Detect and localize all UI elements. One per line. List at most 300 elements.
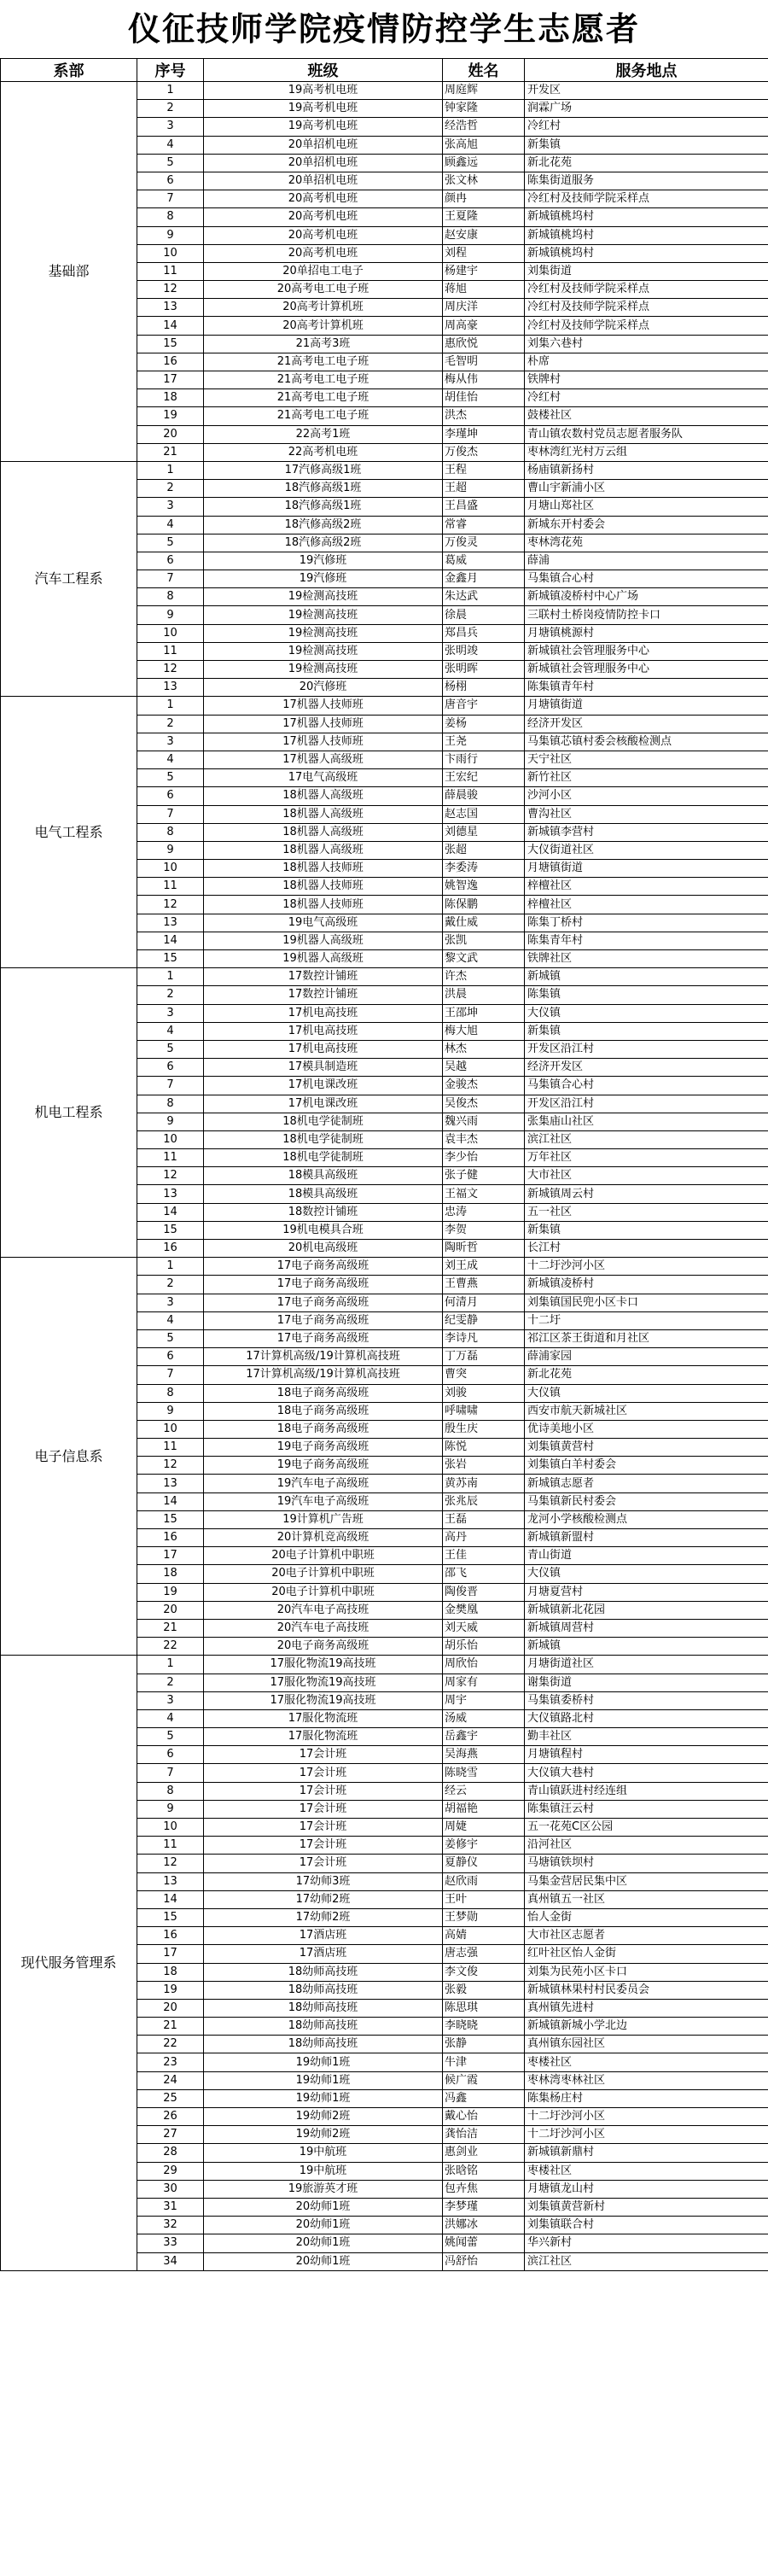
class-cell: 20高考机电班 — [204, 190, 443, 208]
name-cell: 胡福艳 — [443, 1800, 525, 1818]
class-cell: 20高考计算机班 — [204, 299, 443, 317]
location-cell: 陈集青年村 — [525, 932, 768, 949]
name-cell: 徐晨 — [443, 606, 525, 624]
name-cell: 张明晖 — [443, 661, 525, 679]
index-cell: 8 — [137, 588, 204, 606]
location-cell: 三联村土桥岗疫情防控卡口 — [525, 606, 768, 624]
index-cell: 11 — [137, 1149, 204, 1167]
index-cell: 16 — [137, 1529, 204, 1547]
name-cell: 李贺 — [443, 1221, 525, 1239]
class-cell: 18幼师高技班 — [204, 1981, 443, 1999]
location-cell: 大仪镇 — [525, 1565, 768, 1583]
index-cell: 10 — [137, 1819, 204, 1837]
name-cell: 吴越 — [443, 1059, 525, 1077]
index-cell: 3 — [137, 733, 204, 751]
location-cell: 新城镇林果村村民委员会 — [525, 1981, 768, 1999]
class-cell: 19高考机电班 — [204, 82, 443, 100]
location-cell: 铁牌村 — [525, 371, 768, 389]
class-cell: 18机器人高级班 — [204, 841, 443, 859]
class-cell: 21高考电工电子班 — [204, 407, 443, 425]
index-cell: 23 — [137, 2053, 204, 2071]
name-cell: 张凯 — [443, 932, 525, 949]
location-cell: 新北花苑 — [525, 1366, 768, 1384]
location-cell: 马集镇合心村 — [525, 1077, 768, 1095]
name-cell: 李委涛 — [443, 860, 525, 878]
index-cell: 17 — [137, 371, 204, 389]
index-cell: 14 — [137, 317, 204, 335]
name-cell: 戴仕威 — [443, 914, 525, 932]
name-cell: 李梦瑾 — [443, 2198, 525, 2216]
name-cell: 王程 — [443, 461, 525, 479]
location-cell: 新城镇李营村 — [525, 823, 768, 841]
index-cell: 12 — [137, 1167, 204, 1185]
location-cell: 大仪镇 — [525, 1004, 768, 1022]
volunteer-table — [0, 58, 768, 2271]
class-cell: 20高考机电班 — [204, 208, 443, 226]
location-cell: 鼓楼社区 — [525, 407, 768, 425]
class-cell: 21高考电工电子班 — [204, 371, 443, 389]
class-cell: 20电子计算机中职班 — [204, 1583, 443, 1601]
location-cell: 大仪镇 — [525, 1384, 768, 1402]
location-cell: 十二圩沙河小区 — [525, 2126, 768, 2144]
class-cell: 18数控计铺班 — [204, 1203, 443, 1221]
name-cell: 李少怡 — [443, 1149, 525, 1167]
index-cell: 18 — [137, 389, 204, 407]
location-cell: 薛浦 — [525, 552, 768, 570]
location-cell: 新城镇桃坞村 — [525, 244, 768, 262]
location-cell: 刘集六巷村 — [525, 335, 768, 353]
name-cell: 赵欣雨 — [443, 1872, 525, 1890]
index-cell: 9 — [137, 1402, 204, 1420]
name-cell: 洪杰 — [443, 407, 525, 425]
index-cell: 10 — [137, 624, 204, 642]
name-cell: 惠欣悦 — [443, 335, 525, 353]
name-cell: 张超 — [443, 841, 525, 859]
location-cell: 月塘镇街道 — [525, 860, 768, 878]
name-cell: 胡佳怡 — [443, 389, 525, 407]
name-cell: 丁万磊 — [443, 1348, 525, 1366]
class-cell: 17电气高级班 — [204, 769, 443, 787]
department-cell: 基础部 — [1, 82, 137, 462]
index-cell: 5 — [137, 1728, 204, 1746]
location-cell: 怡人金街 — [525, 1908, 768, 1926]
class-cell: 17机器人技师班 — [204, 715, 443, 733]
name-cell: 忠涛 — [443, 1203, 525, 1221]
class-cell: 20电子商务高级班 — [204, 1638, 443, 1656]
name-cell: 高丹 — [443, 1529, 525, 1547]
index-cell: 16 — [137, 1240, 204, 1258]
name-cell: 李诗凡 — [443, 1329, 525, 1347]
class-cell: 18机电学徒制班 — [204, 1149, 443, 1167]
class-cell: 20高考计算机班 — [204, 317, 443, 335]
name-cell: 陈悦 — [443, 1439, 525, 1457]
index-cell: 14 — [137, 932, 204, 949]
location-cell: 陈集镇 — [525, 986, 768, 1004]
name-cell: 杨建宇 — [443, 262, 525, 280]
class-cell: 19机器人高级班 — [204, 950, 443, 968]
class-cell: 20电子计算机中职班 — [204, 1547, 443, 1565]
name-cell: 王磊 — [443, 1510, 525, 1528]
location-cell: 五一花苑C区公园 — [525, 1819, 768, 1837]
name-cell: 戴心怡 — [443, 2108, 525, 2126]
name-cell: 陈思琪 — [443, 1999, 525, 2017]
class-cell: 17数控计铺班 — [204, 968, 443, 986]
name-cell: 姚智逸 — [443, 878, 525, 896]
index-cell: 11 — [137, 878, 204, 896]
name-cell: 王梦勋 — [443, 1908, 525, 1926]
class-cell: 20高考电工电子班 — [204, 281, 443, 299]
index-cell: 14 — [137, 1890, 204, 1908]
class-cell: 20幼师1班 — [204, 2217, 443, 2234]
class-cell: 19机电模具合班 — [204, 1221, 443, 1239]
index-cell: 1 — [137, 1258, 204, 1276]
name-cell: 陈晓雪 — [443, 1764, 525, 1782]
class-cell: 20单招电工电子 — [204, 262, 443, 280]
name-cell: 龚怡洁 — [443, 2126, 525, 2144]
index-cell: 10 — [137, 1130, 204, 1148]
index-cell: 8 — [137, 208, 204, 226]
name-cell: 岳鑫宇 — [443, 1728, 525, 1746]
index-cell: 10 — [137, 244, 204, 262]
class-cell: 18机器人高级班 — [204, 787, 443, 805]
location-cell: 新城镇新鼎村 — [525, 2144, 768, 2162]
name-cell: 洪娜冰 — [443, 2217, 525, 2234]
index-cell: 1 — [137, 82, 204, 100]
class-cell: 18幼师高技班 — [204, 1999, 443, 2017]
index-cell: 32 — [137, 2217, 204, 2234]
location-cell: 枣林湾枣林社区 — [525, 2071, 768, 2089]
index-cell: 2 — [137, 1276, 204, 1294]
class-cell: 18幼师高技班 — [204, 2036, 443, 2053]
index-cell: 2 — [137, 480, 204, 498]
class-cell: 19检测高技班 — [204, 661, 443, 679]
index-cell: 1 — [137, 1656, 204, 1674]
index-cell: 8 — [137, 1095, 204, 1113]
name-cell: 唐音宇 — [443, 697, 525, 715]
index-cell: 27 — [137, 2126, 204, 2144]
name-cell: 赵志国 — [443, 805, 525, 823]
name-cell: 顾鑫远 — [443, 154, 525, 172]
index-cell: 3 — [137, 1294, 204, 1311]
name-cell: 张明竣 — [443, 642, 525, 660]
class-cell: 17会计班 — [204, 1855, 443, 1872]
name-cell: 张兆辰 — [443, 1492, 525, 1510]
table-row — [1, 697, 768, 715]
class-cell: 18汽修高级2班 — [204, 534, 443, 552]
name-cell: 周家有 — [443, 1674, 525, 1691]
class-cell: 19汽修班 — [204, 570, 443, 588]
location-cell: 万年社区 — [525, 1149, 768, 1167]
location-cell: 月塘山郑社区 — [525, 498, 768, 516]
name-cell: 经云 — [443, 1782, 525, 1800]
header-dept: 系部 — [1, 59, 137, 82]
index-cell: 11 — [137, 642, 204, 660]
location-cell: 杨庙镇新扬村 — [525, 461, 768, 479]
location-cell: 红叶社区怡人金街 — [525, 1945, 768, 1963]
name-cell: 冯舒怡 — [443, 2252, 525, 2270]
index-cell: 34 — [137, 2252, 204, 2270]
class-cell: 17服化物流班 — [204, 1728, 443, 1746]
location-cell: 青山镇农数村党员志愿者服务队 — [525, 425, 768, 443]
location-cell: 青山街道 — [525, 1547, 768, 1565]
name-cell: 陶昕哲 — [443, 1240, 525, 1258]
location-cell: 勤丰社区 — [525, 1728, 768, 1746]
name-cell: 邵飞 — [443, 1565, 525, 1583]
name-cell: 李文俊 — [443, 1963, 525, 1981]
index-cell: 4 — [137, 751, 204, 768]
index-cell: 5 — [137, 1040, 204, 1058]
name-cell: 钟家隆 — [443, 100, 525, 118]
class-cell: 19旅游英才班 — [204, 2180, 443, 2198]
department-cell: 现代服务管理系 — [1, 1656, 137, 2270]
name-cell: 王叶 — [443, 1890, 525, 1908]
class-cell: 19幼师2班 — [204, 2108, 443, 2126]
class-cell: 19中航班 — [204, 2162, 443, 2180]
location-cell: 开发区沿江村 — [525, 1040, 768, 1058]
index-cell: 15 — [137, 335, 204, 353]
name-cell: 黄苏南 — [443, 1475, 525, 1492]
class-cell: 18电子商务高级班 — [204, 1402, 443, 1420]
index-cell: 2 — [137, 100, 204, 118]
class-cell: 17电子商务高级班 — [204, 1311, 443, 1329]
index-cell: 9 — [137, 226, 204, 244]
class-cell: 17电子商务高级班 — [204, 1294, 443, 1311]
name-cell: 毛智明 — [443, 353, 525, 371]
index-cell: 3 — [137, 118, 204, 136]
index-cell: 1 — [137, 461, 204, 479]
name-cell: 陈保鹏 — [443, 896, 525, 914]
index-cell: 4 — [137, 1022, 204, 1040]
location-cell: 沙河小区 — [525, 787, 768, 805]
index-cell: 11 — [137, 262, 204, 280]
location-cell: 大仪镇路北村 — [525, 1709, 768, 1727]
index-cell: 6 — [137, 1059, 204, 1077]
location-cell: 陈集镇青年村 — [525, 679, 768, 697]
index-cell: 22 — [137, 1638, 204, 1656]
class-cell: 19汽修班 — [204, 552, 443, 570]
index-cell: 19 — [137, 1981, 204, 1999]
location-cell: 新城镇周营村 — [525, 1619, 768, 1637]
location-cell: 谢集街道 — [525, 1674, 768, 1691]
index-cell: 7 — [137, 1366, 204, 1384]
name-cell: 魏兴雨 — [443, 1113, 525, 1130]
index-cell: 13 — [137, 1185, 204, 1203]
class-cell: 18汽修高级2班 — [204, 516, 443, 534]
index-cell: 15 — [137, 1221, 204, 1239]
index-cell: 29 — [137, 2162, 204, 2180]
location-cell: 长江村 — [525, 1240, 768, 1258]
class-cell: 20计算机竞高级班 — [204, 1529, 443, 1547]
index-cell: 22 — [137, 2036, 204, 2053]
location-cell: 新城镇凌桥村 — [525, 1276, 768, 1294]
name-cell: 姜杨 — [443, 715, 525, 733]
class-cell: 17计算机高级/19计算机高技班 — [204, 1366, 443, 1384]
name-cell: 何清月 — [443, 1294, 525, 1311]
name-cell: 王夏隆 — [443, 208, 525, 226]
index-cell: 10 — [137, 1420, 204, 1438]
class-cell: 18机电学徒制班 — [204, 1113, 443, 1130]
name-cell: 周高豪 — [443, 317, 525, 335]
class-cell: 17幼师3班 — [204, 1872, 443, 1890]
index-cell: 17 — [137, 1945, 204, 1963]
location-cell: 枣林湾红光村万云组 — [525, 443, 768, 461]
index-cell: 7 — [137, 1764, 204, 1782]
name-cell: 金骏杰 — [443, 1077, 525, 1095]
table-body — [1, 82, 768, 2271]
index-cell: 7 — [137, 805, 204, 823]
index-cell: 2 — [137, 986, 204, 1004]
index-cell: 8 — [137, 1782, 204, 1800]
class-cell: 17数控计铺班 — [204, 986, 443, 1004]
index-cell: 1 — [137, 968, 204, 986]
location-cell: 新城镇新盟村 — [525, 1529, 768, 1547]
index-cell: 4 — [137, 516, 204, 534]
index-cell: 15 — [137, 1908, 204, 1926]
class-cell: 21高考3班 — [204, 335, 443, 353]
name-cell: 王福文 — [443, 1185, 525, 1203]
class-cell: 19机器人高级班 — [204, 932, 443, 949]
location-cell: 陈集镇汪云村 — [525, 1800, 768, 1818]
location-cell: 大仪镇大巷村 — [525, 1764, 768, 1782]
index-cell: 13 — [137, 1475, 204, 1492]
name-cell: 殷生庆 — [443, 1420, 525, 1438]
location-cell: 刘集镇白羊村委会 — [525, 1457, 768, 1475]
class-cell: 20汽车电子高技班 — [204, 1619, 443, 1637]
location-cell: 月塘夏营村 — [525, 1583, 768, 1601]
header-location: 服务地点 — [525, 59, 768, 82]
index-cell: 19 — [137, 407, 204, 425]
name-cell: 赵安康 — [443, 226, 525, 244]
index-cell: 13 — [137, 299, 204, 317]
location-cell: 开发区 — [525, 82, 768, 100]
name-cell: 卞雨行 — [443, 751, 525, 768]
name-cell: 金鑫月 — [443, 570, 525, 588]
index-cell: 9 — [137, 1800, 204, 1818]
location-cell: 龙河小学核酸检测点 — [525, 1510, 768, 1528]
name-cell: 万俊灵 — [443, 534, 525, 552]
index-cell: 9 — [137, 1113, 204, 1130]
name-cell: 吴俊杰 — [443, 1095, 525, 1113]
index-cell: 6 — [137, 172, 204, 190]
name-cell: 王超 — [443, 480, 525, 498]
location-cell: 十二圩沙河小区 — [525, 2108, 768, 2126]
index-cell: 20 — [137, 425, 204, 443]
class-cell: 20单招机电班 — [204, 136, 443, 154]
location-cell: 新城镇志愿者 — [525, 1475, 768, 1492]
location-cell: 陈集丁桥村 — [525, 914, 768, 932]
name-cell: 王宏纪 — [443, 769, 525, 787]
location-cell: 枣楼社区 — [525, 2162, 768, 2180]
index-cell: 3 — [137, 498, 204, 516]
location-cell: 经济开发区 — [525, 1059, 768, 1077]
location-cell: 十二圩沙河小区 — [525, 1258, 768, 1276]
class-cell: 20高考机电班 — [204, 244, 443, 262]
class-cell: 17机电高技班 — [204, 1004, 443, 1022]
location-cell: 优诗美地小区 — [525, 1420, 768, 1438]
index-cell: 33 — [137, 2234, 204, 2252]
department-cell: 汽车工程系 — [1, 461, 137, 696]
location-cell: 梓檀社区 — [525, 896, 768, 914]
class-cell: 19汽车电子高级班 — [204, 1475, 443, 1492]
location-cell: 刘集街道 — [525, 262, 768, 280]
location-cell: 西安市航天新城社区 — [525, 1402, 768, 1420]
location-cell: 马集镇委桥村 — [525, 1691, 768, 1709]
name-cell: 常睿 — [443, 516, 525, 534]
department-cell: 电气工程系 — [1, 697, 137, 968]
name-cell: 颜冉 — [443, 190, 525, 208]
name-cell: 刘天威 — [443, 1619, 525, 1637]
name-cell: 洪晨 — [443, 986, 525, 1004]
index-cell: 3 — [137, 1691, 204, 1709]
location-cell: 润霖广场 — [525, 100, 768, 118]
class-cell: 19中航班 — [204, 2144, 443, 2162]
name-cell: 朱达武 — [443, 588, 525, 606]
index-cell: 6 — [137, 787, 204, 805]
name-cell: 曹突 — [443, 1366, 525, 1384]
name-cell: 汤威 — [443, 1709, 525, 1727]
class-cell: 17机电课改班 — [204, 1095, 443, 1113]
index-cell: 3 — [137, 1004, 204, 1022]
location-cell: 枣楼社区 — [525, 2053, 768, 2071]
location-cell: 新竹社区 — [525, 769, 768, 787]
name-cell: 李瑾坤 — [443, 425, 525, 443]
location-cell: 薛浦家园 — [525, 1348, 768, 1366]
location-cell: 刘集镇联合村 — [525, 2217, 768, 2234]
class-cell: 17计算机高级/19计算机高技班 — [204, 1348, 443, 1366]
location-cell: 马集镇新民村委会 — [525, 1492, 768, 1510]
index-cell: 2 — [137, 1674, 204, 1691]
table-header-row — [1, 59, 768, 82]
class-cell: 19电子商务高级班 — [204, 1457, 443, 1475]
class-cell: 20幼师1班 — [204, 2252, 443, 2270]
class-cell: 18机器人技师班 — [204, 878, 443, 896]
location-cell: 刘集镇黄营村 — [525, 1439, 768, 1457]
index-cell: 20 — [137, 1999, 204, 2017]
index-cell: 13 — [137, 1872, 204, 1890]
class-cell: 20幼师1班 — [204, 2234, 443, 2252]
class-cell: 17机器人高级班 — [204, 751, 443, 768]
index-cell: 13 — [137, 679, 204, 697]
class-cell: 21高考电工电子班 — [204, 389, 443, 407]
name-cell: 张子健 — [443, 1167, 525, 1185]
class-cell: 18电子商务高级班 — [204, 1420, 443, 1438]
index-cell: 21 — [137, 443, 204, 461]
class-cell: 17酒店班 — [204, 1945, 443, 1963]
location-cell: 朴席 — [525, 353, 768, 371]
index-cell: 2 — [137, 715, 204, 733]
location-cell: 新城镇桃坞村 — [525, 208, 768, 226]
class-cell: 17幼师2班 — [204, 1890, 443, 1908]
class-cell: 20汽修班 — [204, 679, 443, 697]
name-cell: 张静 — [443, 2036, 525, 2053]
index-cell: 9 — [137, 841, 204, 859]
name-cell: 李晓晓 — [443, 2018, 525, 2036]
location-cell: 月塘镇桃源村 — [525, 624, 768, 642]
location-cell: 真州镇先进村 — [525, 1999, 768, 2017]
class-cell: 17机电高技班 — [204, 1040, 443, 1058]
name-cell: 杨栩 — [443, 679, 525, 697]
class-cell: 17电子商务高级班 — [204, 1258, 443, 1276]
location-cell: 沿河社区 — [525, 1837, 768, 1855]
location-cell: 新城镇凌桥村中心广场 — [525, 588, 768, 606]
class-cell: 17机电高技班 — [204, 1022, 443, 1040]
index-cell: 9 — [137, 606, 204, 624]
name-cell: 王邵坤 — [443, 1004, 525, 1022]
class-cell: 20单招机电班 — [204, 154, 443, 172]
name-cell: 姜修宇 — [443, 1837, 525, 1855]
name-cell: 王曹燕 — [443, 1276, 525, 1294]
class-cell: 17会计班 — [204, 1764, 443, 1782]
